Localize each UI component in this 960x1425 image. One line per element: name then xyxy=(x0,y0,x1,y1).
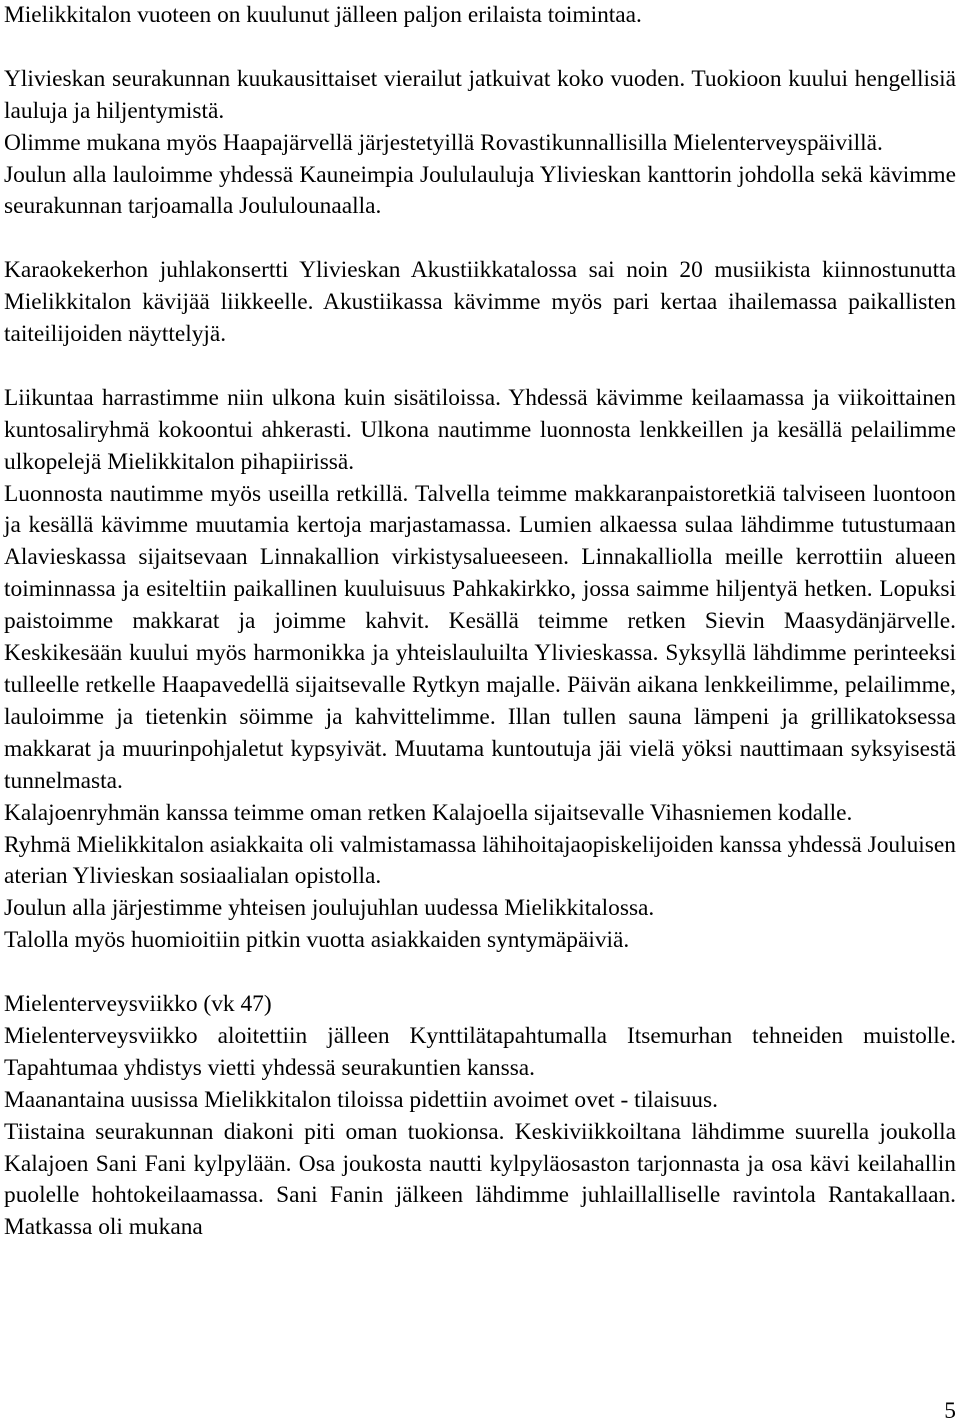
section-mental-health-week xyxy=(4,989,956,1244)
paragraph: Tiistaina seurakunnan diakoni piti oman tuokionsa. Keskiviikkoiltana lähdimme suurella joukolla Kalajoen Sani Fani kylpylään. Osa joukosta nautti kylpyläosaston tarjonnasta ja osa kävi keilahallin puolelle hohtokeilaamassa. Sani Fanin jälkeen lähdimme juhlaillalliselle ravintola Rantakallaan. Matkassa oli mukana xyxy=(4,1118,956,1241)
paragraph: Kalajoenryhmän kanssa teimme oman retken Kalajoella sijaitsevalle Vihasniemen kodalle. xyxy=(4,799,853,826)
paragraph-gap xyxy=(4,32,956,64)
paragraph: Mielikkitalon vuoteen on kuulunut jälleen paljon erilaista toimintaa. xyxy=(4,2,642,28)
paragraph: Ryhmä Mielikkitalon asiakkaita oli valmistamassa lähihoitajaopiskelijoiden kanssa yhdessä Jouluisen aterian Ylivieskan sosiaalialan opistolla. xyxy=(4,831,956,890)
paragraph: Maanantaina uusissa Mielikkitalon tiloissa pidettiin avoimet ovet - tilaisuus. xyxy=(4,1086,718,1113)
paragraph: Talolla myös huomioitiin pitkin vuotta asiakkaiden syntymäpäiviä. xyxy=(4,927,630,954)
paragraph: Luonnosta nautimme myös useilla retkillä. Talvella teimme makkaranpaistoretkiä talviseen luontoon ja kesällä kävimme muutamia kertoja marjastamassa. Lumien alkaessa sulaa lähdimme tutustumaan Alavieskassa sijaitsevaan Linnakallion virkistysalueeseen. Linnakalliolla meille kerrottiin alueen toiminnassa ja esiteltiin paikallinen kuuluisuus Pahkakirkko, jossa saimme hiljentyä hetken. Lopuksi paistoimme makkarat ja joimme kahvit. Kesällä teimme retken Sievin Maasydänjärvelle. Keskikesään kuului myös harmonikka ja yhteislauluilta Ylivieskassa. Syksyllä lähdimme perinteeksi tulleelle retkelle Haapavedellä sijaitsevalle Rytkyn majalle. Päivän aikana lenkkeilimme, pelailimme, lauloimme ja tietenkin söimme ja kahvittelimme. Illan tullen sauna lämpeni ja grillikatoksessa makkarat ja muurinpohjaletut kypsyivät. Muutama kuntoutuja jäi vielä yöksi nauttimaan syksyisestä tunnelmasta. xyxy=(4,480,956,794)
paragraph-gap xyxy=(4,223,956,255)
section-heading: Mielenterveysviikko (vk 47) xyxy=(4,991,272,1018)
paragraph: Mielenterveysviikko aloitettiin jälleen Kynttilätapahtumalla Itsemurhan tehneiden muistolle. Tapahtumaa yhdistys vietti yhdessä seurakuntien kanssa. xyxy=(4,1022,956,1081)
paragraph: Olimme mukana myös Haapajärvellä järjestetyillä Rovastikunnallisilla Mielenterveyspäivillä. xyxy=(4,129,883,156)
paragraph: Joulun alla lauloimme yhdessä Kauneimpia Joululauluja Ylivieskan kanttorin johdolla sekä kävimme seurakunnan tarjoamalla Joululounaalla. xyxy=(4,161,956,220)
page-number: 5 xyxy=(944,1398,956,1424)
paragraph: Karaokekerhon juhlakonsertti Ylivieskan Akustiikkatalossa sai noin 20 musiikista kiinnostunutta Mielikkitalon kävijää liikkeelle. Akustiikassa kävimme myös pari kertaa ihailemassa paikallisten taiteilijoiden näyttelyjä. xyxy=(4,257,956,348)
paragraph-gap xyxy=(4,351,956,383)
section-parish xyxy=(4,64,956,224)
section-intro xyxy=(4,0,956,32)
paragraph: Ylivieskan seurakunnan kuukausittaiset vierailut jatkuivat koko vuoden. Tuokioon kuului hengellisiä lauluja ja hiljentymistä. xyxy=(4,65,956,124)
paragraph: Joulun alla järjestimme yhteisen joulujuhlan uudessa Mielikkitalossa. xyxy=(4,895,655,922)
paragraph: Liikuntaa harrastimme niin ulkona kuin sisätiloissa. Yhdessä kävimme keilaamassa ja viikoittainen kuntosaliryhmä kokoontui ahkerasti. Ulkona nautimme luonnosta lenkkeillen ja kesällä pelailimme ulkopelejä Mielikkitalon pihapiirissä. xyxy=(4,384,956,475)
section-activities xyxy=(4,383,956,957)
section-karaoke xyxy=(4,255,956,351)
paragraph-gap xyxy=(4,957,956,989)
document-page xyxy=(4,0,956,1244)
